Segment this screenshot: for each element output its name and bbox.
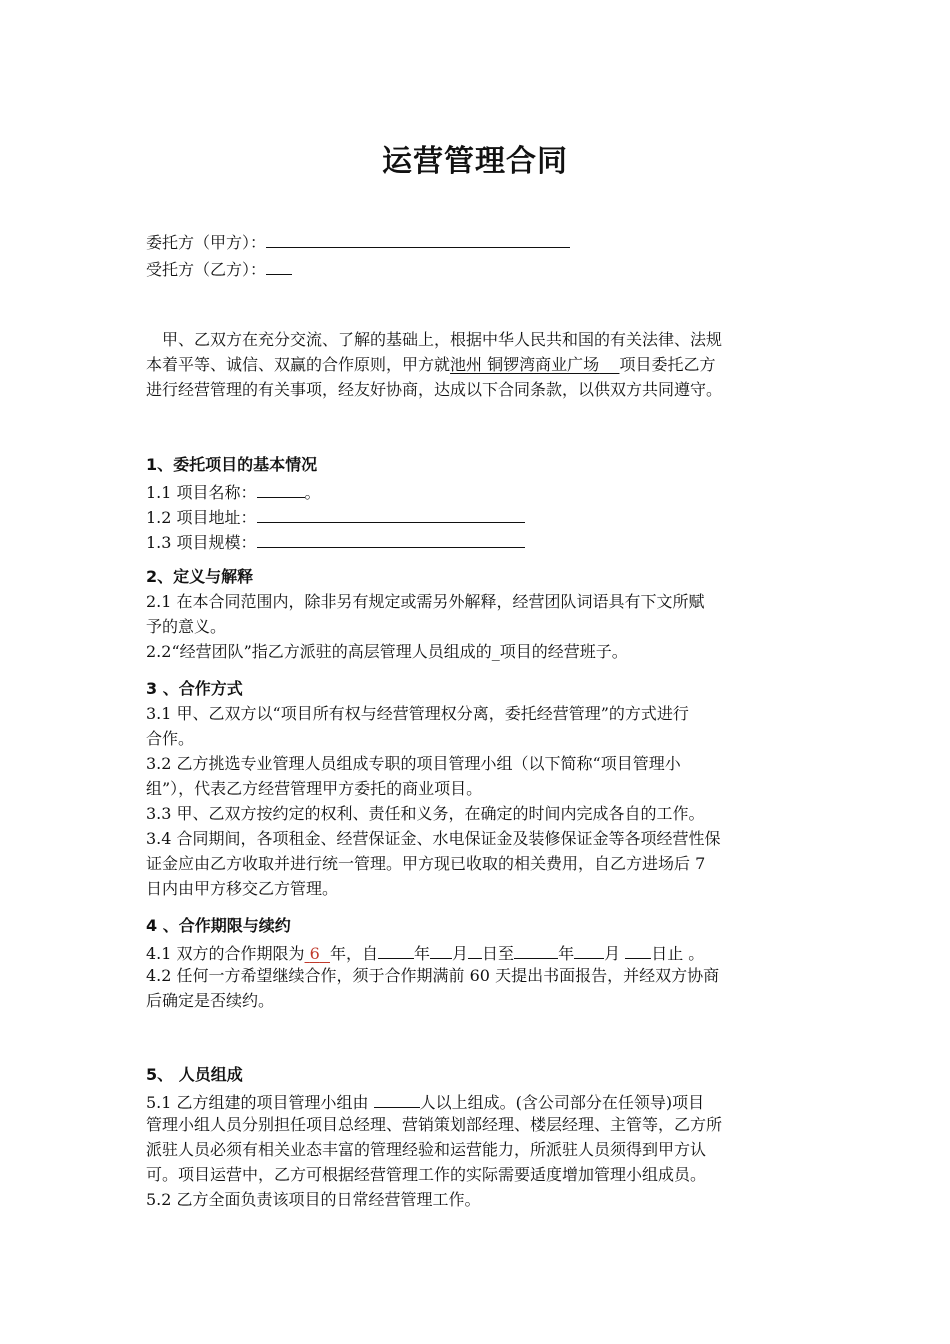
party-a-label: 委托方（甲方）：	[146, 233, 267, 252]
month-label: 月	[452, 944, 469, 963]
address-blank	[257, 503, 525, 523]
s3-line-6: 3.4 合同期间，各项租金、经营保证金、水电保证金及装修保证金等各项经营性保	[146, 829, 721, 848]
intro-text-2: 项目委托乙方	[619, 355, 716, 374]
item-1-3	[146, 528, 816, 555]
section-2-heading: 2、定义与解释	[146, 567, 254, 586]
month-label-2: 月	[604, 944, 621, 963]
s2-line-1: 2.1 在本合同范围内，除非另有规定或需另外解释，经营团队词语具有下文所赋	[146, 592, 705, 611]
intro-text: 本着平等、诚信、双赢的合作原则，甲方就	[146, 355, 451, 374]
party-b-label: 受托方（乙方）：	[146, 260, 267, 279]
scale-blank	[257, 528, 525, 548]
s4-line-3: 后确定是否续约。	[146, 991, 275, 1010]
end-month-blank	[574, 939, 604, 959]
s4-line-1	[146, 939, 816, 966]
s2-line-3: 2.2“经营团队”指乙方派驻的高层管理人员组成的_项目的经营班子。	[146, 642, 628, 661]
s4-line-2: 4.2 任何一方希望继续合作，须于合作期满前 60 天提出书面报告，并经双方协商	[146, 966, 720, 985]
start-month-blank	[430, 939, 452, 959]
s3-line-5: 3.3 甲、乙双方按约定的权利、责任和义务，在确定的时间内完成各自的工作。	[146, 804, 705, 823]
item-1-2	[146, 503, 816, 530]
party-a-blank	[266, 228, 570, 248]
s5-line-2: 管理小组人员分别担任项目总经理、营销策划部经理、楼层经理、主管等，乙方所	[146, 1115, 723, 1134]
start-day-blank	[468, 939, 482, 959]
team-text-2: 人以上组成。(含公司部分在任领导)项目	[419, 1093, 705, 1112]
intro-line-3: 进行经营管理的有关事项，经友好协商，达成以下合同条款，以供双方共同遵守。	[146, 380, 723, 399]
s3-line-7: 证金应由乙方收取并进行统一管理。甲方现已收取的相关费用，自乙方进场后 7	[146, 854, 706, 873]
s3-line-2: 合作。	[146, 729, 195, 748]
item-1-1	[146, 478, 816, 505]
s3-line-1: 3.1 甲、乙双方以“项目所有权与经营管理权分离，委托经营管理”的方式进行	[146, 704, 689, 723]
year-label: 年	[414, 944, 431, 963]
team-size-blank	[374, 1088, 420, 1108]
end-day-blank	[625, 939, 651, 959]
party-a-line	[146, 228, 816, 255]
s3-line-8: 日内由甲方移交乙方管理。	[146, 879, 339, 898]
s5-line-5: 5.2 乙方全面负责该项目的日常经营管理工作。	[146, 1190, 481, 1209]
day-to-label: 日至	[482, 944, 515, 963]
s3-line-4: 组”），代表乙方经营管理甲方委托的商业项目。	[146, 779, 483, 798]
section-4-heading: 4 、合作期限与续约	[146, 916, 291, 935]
project-name-filled: 池州 铜锣湾商业广场	[450, 355, 600, 374]
section-1-heading: 1、委托项目的基本情况	[146, 455, 318, 474]
party-b-blank	[266, 255, 292, 275]
s3-line-3: 3.2 乙方挑选专业管理人员组成专职的项目管理小组（以下简称“项目管理小	[146, 754, 681, 773]
party-b-line	[146, 255, 816, 282]
s5-line-3: 派驻人员必须有相关业态丰富的管理经验和运营能力，所派驻人员须得到甲方认	[146, 1140, 707, 1159]
year-label-2: 年	[558, 944, 575, 963]
intro-line-2	[146, 353, 816, 377]
term-years-value: 6	[309, 944, 320, 963]
s5-line-1	[146, 1088, 816, 1115]
start-year-blank	[378, 939, 414, 959]
item-1-2-label: 1.2 项目地址：	[146, 508, 257, 527]
s2-line-2: 予的意义。	[146, 617, 227, 636]
intro-line-1: 甲、乙双方在充分交流、了解的基础上，根据中华人民共和国的有关法律、法规	[162, 330, 723, 349]
term-text: 4.1 双方的合作期限为	[146, 944, 305, 963]
day-end-label: 日止 。	[651, 944, 705, 963]
end-year-blank	[514, 939, 558, 959]
term-from: 年，自	[330, 944, 379, 963]
item-1-3-label: 1.3 项目规模：	[146, 533, 257, 552]
section-3-heading: 3 、合作方式	[146, 679, 243, 698]
period: 。	[304, 483, 321, 502]
s5-line-4: 可。项目运营中，乙方可根据经营管理工作的实际需要适度增加管理小组成员。	[146, 1165, 707, 1184]
team-text: 5.1 乙方组建的项目管理小组由	[146, 1093, 374, 1112]
page-title: 运营管理合同	[382, 144, 568, 179]
item-1-1-label: 1.1 项目名称：	[146, 483, 257, 502]
project-name-blank	[257, 478, 305, 498]
section-5-heading: 5、 人员组成	[146, 1065, 243, 1084]
